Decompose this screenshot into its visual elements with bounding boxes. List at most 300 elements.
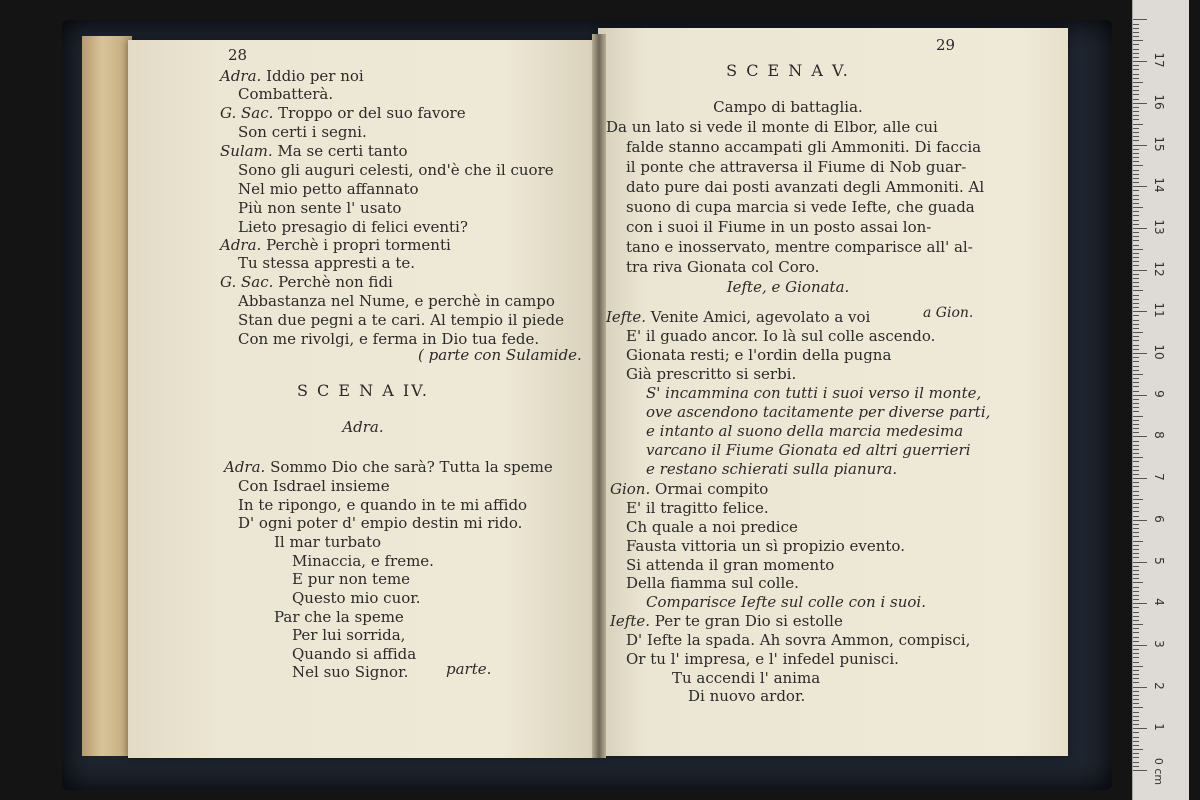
text-line bbox=[238, 254, 415, 272]
ruler-mark: 6 bbox=[1152, 514, 1166, 523]
ruler-tick bbox=[1133, 286, 1139, 287]
ruler-tick bbox=[1133, 453, 1139, 454]
ruler-tick bbox=[1133, 766, 1139, 767]
ruler-tick bbox=[1133, 82, 1143, 83]
ruler-tick bbox=[1133, 574, 1139, 575]
ruler-tick bbox=[1133, 649, 1139, 650]
text-line bbox=[292, 570, 410, 588]
text-line bbox=[238, 477, 390, 495]
line-text: Ma se certi tanto bbox=[272, 142, 408, 160]
ruler-tick bbox=[1133, 111, 1139, 112]
measuring-ruler bbox=[1132, 0, 1189, 800]
scene-title: S C E N A V. bbox=[726, 61, 850, 80]
line-text: Sommo Dio che sarà? Tutta la speme bbox=[265, 458, 553, 476]
ruler-tick bbox=[1133, 566, 1139, 567]
ruler-tick bbox=[1133, 86, 1139, 87]
ruler-tick bbox=[1133, 178, 1139, 179]
text-line bbox=[606, 118, 938, 136]
text-line bbox=[238, 123, 367, 141]
ruler-tick bbox=[1133, 265, 1139, 266]
ruler-tick bbox=[1133, 582, 1143, 583]
speaker-name: Adra. bbox=[220, 67, 262, 85]
ruler-tick bbox=[1133, 578, 1139, 579]
line-text: Comparisce Iefte sul colle con i suoi. bbox=[646, 593, 926, 611]
ruler-mark: 7 bbox=[1152, 473, 1166, 481]
ruler-tick bbox=[1133, 145, 1147, 146]
ruler-tick bbox=[1133, 69, 1139, 70]
ruler-tick bbox=[1133, 428, 1139, 429]
scene-character: Adra. bbox=[342, 418, 384, 436]
ruler-tick bbox=[1133, 99, 1139, 100]
ruler-tick bbox=[1133, 707, 1143, 708]
line-text: Per lui sorrida, bbox=[292, 626, 406, 644]
line-text: Combatterà. bbox=[238, 85, 334, 103]
ruler-mark: 3 bbox=[1152, 640, 1166, 648]
ruler-tick bbox=[1133, 616, 1139, 617]
ruler-tick bbox=[1133, 65, 1139, 66]
ruler-tick bbox=[1133, 349, 1139, 350]
ruler-tick bbox=[1133, 257, 1139, 258]
line-text: Già prescritto si serbi. bbox=[626, 365, 797, 383]
text-line bbox=[220, 142, 408, 160]
stage-direction: ( parte con Sulamide. bbox=[418, 346, 582, 364]
ruler-tick bbox=[1133, 228, 1147, 229]
ruler-mark: 12 bbox=[1152, 260, 1166, 277]
ruler-tick bbox=[1133, 199, 1139, 200]
ruler-tick bbox=[1133, 386, 1139, 387]
ruler-tick bbox=[1133, 420, 1139, 421]
line-text: Par che la speme bbox=[274, 608, 404, 626]
ruler-tick bbox=[1133, 737, 1139, 738]
ruler-tick bbox=[1133, 174, 1139, 175]
ruler-tick bbox=[1133, 340, 1139, 341]
ruler-tick bbox=[1133, 520, 1147, 521]
ruler-tick bbox=[1133, 240, 1139, 241]
ruler-mark: 14 bbox=[1152, 177, 1166, 193]
ruler-tick bbox=[1133, 186, 1147, 187]
text-line bbox=[626, 178, 984, 196]
ruler-tick bbox=[1133, 295, 1139, 296]
ruler-tick bbox=[1133, 478, 1147, 479]
ruler-tick bbox=[1133, 270, 1147, 271]
ruler-tick bbox=[1133, 232, 1139, 233]
ruler-tick bbox=[1133, 703, 1139, 704]
ruler-tick bbox=[1133, 136, 1139, 137]
ruler-tick bbox=[1133, 587, 1139, 588]
ruler-tick bbox=[1133, 182, 1139, 183]
speaker-name: Iefte. bbox=[610, 612, 651, 630]
ruler-tick bbox=[1133, 44, 1139, 45]
line-text: Con me rivolgi, e ferma in Dio tua fede. bbox=[238, 330, 540, 348]
ruler-tick bbox=[1133, 541, 1143, 542]
line-text: Lieto presagio di felici eventi? bbox=[238, 218, 468, 236]
ruler-tick bbox=[1133, 161, 1139, 162]
ruler-tick bbox=[1133, 695, 1139, 696]
ruler-tick bbox=[1133, 599, 1139, 600]
ruler-tick bbox=[1133, 474, 1139, 475]
text-line bbox=[238, 218, 468, 236]
ruler-tick bbox=[1133, 499, 1143, 500]
ruler-mark: 9 bbox=[1152, 389, 1166, 398]
ruler-tick bbox=[1133, 511, 1139, 512]
line-text: e intanto al suono della marcia medesima bbox=[646, 422, 964, 440]
ruler-tick bbox=[1133, 399, 1139, 400]
ruler-tick bbox=[1133, 678, 1139, 679]
ruler-tick bbox=[1133, 570, 1139, 571]
ruler-tick bbox=[1133, 249, 1143, 250]
ruler-tick bbox=[1133, 591, 1139, 592]
ruler-tick bbox=[1133, 662, 1139, 663]
ruler-tick bbox=[1133, 503, 1139, 504]
line-text: Tu stessa appresti a te. bbox=[238, 254, 416, 272]
ruler-tick bbox=[1133, 207, 1143, 208]
speaker-name: G. Sac. bbox=[220, 273, 274, 291]
ruler-tick bbox=[1133, 441, 1139, 442]
scene-characters: Iefte, e Gionata. bbox=[726, 278, 850, 296]
ruler-tick bbox=[1133, 641, 1139, 642]
line-text: Per te gran Dio si estolle bbox=[650, 612, 843, 630]
line-text: varcano il Fiume Gionata ed altri guerrieri bbox=[646, 441, 971, 459]
ruler-tick bbox=[1133, 466, 1139, 467]
text-line bbox=[626, 258, 819, 276]
ruler-tick bbox=[1133, 528, 1139, 529]
line-text: Tu accendi l' anima bbox=[672, 669, 821, 687]
text-line bbox=[292, 552, 434, 570]
text-line bbox=[626, 198, 975, 216]
line-text: Perchè non fidi bbox=[273, 273, 393, 291]
text-line bbox=[606, 308, 870, 326]
ruler-tick bbox=[1133, 457, 1143, 458]
ruler-tick bbox=[1133, 357, 1139, 358]
ruler-tick bbox=[1133, 253, 1139, 254]
ruler-tick bbox=[1133, 324, 1139, 325]
line-text: ove ascendono tacitamente per diverse parti, bbox=[646, 403, 991, 421]
ruler-mark: 17 bbox=[1152, 52, 1166, 68]
ruler-mark: 1 bbox=[1152, 723, 1166, 732]
ruler-tick bbox=[1133, 674, 1139, 675]
ruler-tick bbox=[1133, 486, 1139, 487]
ruler-tick bbox=[1133, 449, 1139, 450]
text-line bbox=[626, 158, 966, 176]
ruler-tick bbox=[1133, 628, 1139, 629]
aside-direction: a Gion. bbox=[923, 305, 974, 321]
ruler-tick bbox=[1133, 224, 1139, 225]
ruler-tick bbox=[1133, 757, 1139, 758]
text-line bbox=[626, 218, 931, 236]
ruler-tick bbox=[1133, 407, 1139, 408]
line-text: Di nuovo ardor. bbox=[688, 687, 806, 705]
ruler-tick bbox=[1133, 157, 1139, 158]
ruler-tick bbox=[1133, 416, 1143, 417]
ruler-tick bbox=[1133, 328, 1139, 329]
line-text: Questo mio cuor. bbox=[292, 589, 421, 607]
line-text: Iddio per noi bbox=[261, 67, 364, 85]
text-line bbox=[238, 311, 564, 329]
ruler-tick bbox=[1133, 57, 1139, 58]
ruler-tick bbox=[1133, 620, 1139, 621]
ruler-tick bbox=[1133, 612, 1139, 613]
ruler-tick bbox=[1133, 165, 1143, 166]
page-edges bbox=[82, 36, 132, 756]
text-line bbox=[626, 238, 973, 256]
ruler-tick bbox=[1133, 374, 1143, 375]
ruler-tick bbox=[1133, 741, 1139, 742]
text-line bbox=[220, 273, 393, 291]
text-line bbox=[238, 180, 419, 198]
ruler-tick bbox=[1133, 32, 1139, 33]
ruler-tick bbox=[1133, 391, 1139, 392]
ruler-tick bbox=[1133, 132, 1139, 133]
text-line bbox=[646, 422, 963, 440]
ruler-tick bbox=[1133, 549, 1139, 550]
ruler-tick bbox=[1133, 119, 1139, 120]
ruler-tick bbox=[1133, 28, 1139, 29]
line-text: Or tu l' impresa, e l' infedel punisci. bbox=[626, 650, 899, 668]
line-text: tra riva Gionata col Coro. bbox=[626, 258, 820, 276]
ruler-tick bbox=[1133, 720, 1139, 721]
ruler-tick bbox=[1133, 687, 1147, 688]
text-line bbox=[646, 460, 897, 478]
line-text: Nel mio petto affannato bbox=[238, 180, 419, 198]
ruler-tick bbox=[1133, 553, 1139, 554]
ruler-tick bbox=[1133, 653, 1139, 654]
ruler-tick bbox=[1133, 261, 1139, 262]
ruler-tick bbox=[1133, 637, 1139, 638]
text-line bbox=[626, 499, 769, 517]
ruler-tick bbox=[1133, 762, 1139, 763]
text-line bbox=[626, 138, 981, 156]
line-text: Troppo or del suo favore bbox=[273, 104, 466, 122]
line-text: Abbastanza nel Nume, e perchè in campo bbox=[238, 292, 555, 310]
line-text: e restano schierati sulla pianura. bbox=[646, 460, 898, 478]
ruler-tick bbox=[1133, 770, 1147, 771]
ruler-mark: 8 bbox=[1152, 431, 1166, 440]
ruler-tick bbox=[1133, 103, 1147, 104]
ruler-tick bbox=[1133, 190, 1139, 191]
text-line bbox=[220, 67, 364, 85]
text-line bbox=[292, 663, 408, 681]
text-line bbox=[238, 514, 522, 532]
ruler-tick bbox=[1133, 366, 1139, 367]
ruler-tick bbox=[1133, 724, 1139, 725]
speaker-name: Adra. bbox=[220, 236, 262, 254]
ruler-mark: 10 bbox=[1152, 344, 1166, 360]
ruler-tick bbox=[1133, 728, 1147, 729]
ruler-tick bbox=[1133, 395, 1147, 396]
ruler-tick bbox=[1133, 245, 1139, 246]
ruler-tick bbox=[1133, 90, 1139, 91]
ruler-tick bbox=[1133, 311, 1147, 312]
ruler-mark: 16 bbox=[1152, 94, 1166, 110]
ruler-tick bbox=[1133, 749, 1143, 750]
line-text: Nel suo Signor. bbox=[292, 663, 409, 681]
ruler-tick bbox=[1133, 666, 1143, 667]
ruler-mark: 2 bbox=[1152, 681, 1166, 690]
ruler-tick bbox=[1133, 320, 1139, 321]
ruler-tick bbox=[1133, 403, 1139, 404]
ruler-tick bbox=[1133, 507, 1139, 508]
text-line bbox=[626, 327, 935, 345]
ruler-tick bbox=[1133, 115, 1139, 116]
ruler-tick bbox=[1133, 315, 1139, 316]
ruler-tick bbox=[1133, 382, 1139, 383]
ruler-tick bbox=[1133, 170, 1139, 171]
ruler-tick bbox=[1133, 557, 1139, 558]
ruler-tick bbox=[1133, 536, 1139, 537]
ruler-tick bbox=[1133, 195, 1139, 196]
right-page bbox=[598, 28, 1068, 756]
ruler-tick bbox=[1133, 36, 1139, 37]
ruler-tick bbox=[1133, 370, 1139, 371]
line-text: Ormai compito bbox=[650, 480, 769, 498]
ruler-tick bbox=[1133, 595, 1139, 596]
ruler-tick bbox=[1133, 361, 1139, 362]
ruler-tick bbox=[1133, 495, 1139, 496]
ruler-tick bbox=[1133, 424, 1139, 425]
ruler-tick bbox=[1133, 211, 1139, 212]
ruler-tick bbox=[1133, 432, 1139, 433]
text-line bbox=[626, 556, 834, 574]
ruler-tick bbox=[1133, 299, 1139, 300]
ruler-tick bbox=[1133, 345, 1139, 346]
ruler-tick bbox=[1133, 149, 1139, 150]
ruler-mark: 11 bbox=[1152, 302, 1166, 318]
ruler-tick bbox=[1133, 716, 1139, 717]
ruler-tick bbox=[1133, 732, 1139, 733]
text-line bbox=[672, 669, 820, 687]
text-line bbox=[238, 292, 555, 310]
book-gutter bbox=[592, 34, 606, 758]
line-text: dato pure dai posti avanzati degli Ammoniti. Al bbox=[626, 178, 985, 196]
text-line bbox=[610, 612, 843, 630]
ruler-tick bbox=[1133, 290, 1143, 291]
text-line bbox=[238, 199, 401, 217]
text-line bbox=[646, 441, 971, 459]
ruler-tick bbox=[1133, 378, 1139, 379]
text-line bbox=[292, 645, 416, 663]
text-line bbox=[224, 458, 553, 476]
line-text: Stan due pegni a te cari. Al tempio il piede bbox=[238, 311, 564, 329]
text-line bbox=[274, 533, 381, 551]
line-text: D' ogni poter d' empio destin mi rido. bbox=[238, 514, 523, 532]
ruler-tick bbox=[1133, 461, 1139, 462]
ruler-tick bbox=[1133, 445, 1139, 446]
page-number: 28 bbox=[228, 46, 248, 64]
ruler-tick bbox=[1133, 753, 1139, 754]
line-text: Ch quale a noi predice bbox=[626, 518, 798, 536]
line-text: tano e inosservato, mentre comparisce all' al- bbox=[626, 238, 973, 256]
text-line bbox=[688, 687, 805, 705]
speaker-name: Gion. bbox=[610, 480, 651, 498]
text-line bbox=[646, 593, 926, 611]
exit-direction: parte. bbox=[446, 660, 492, 678]
text-line bbox=[238, 496, 527, 514]
ruler-tick bbox=[1133, 278, 1139, 279]
ruler-tick bbox=[1133, 524, 1139, 525]
text-line bbox=[626, 518, 798, 536]
ruler-tick bbox=[1133, 307, 1139, 308]
ruler-tick bbox=[1133, 562, 1147, 563]
ruler-tick bbox=[1133, 140, 1139, 141]
ruler-tick bbox=[1133, 236, 1139, 237]
line-text: Della fiamma sul colle. bbox=[626, 574, 799, 592]
line-text: E' il guado ancor. Io là sul colle ascendo. bbox=[626, 327, 936, 345]
ruler-tick bbox=[1133, 645, 1147, 646]
line-text: Sono gli auguri celesti, ond'è che il cuore bbox=[238, 161, 554, 179]
line-text: Gionata resti; e l'ordin della pugna bbox=[626, 346, 892, 364]
ruler-tick bbox=[1133, 332, 1143, 333]
ruler-tick bbox=[1133, 545, 1139, 546]
ruler-tick bbox=[1133, 516, 1139, 517]
text-line bbox=[626, 650, 899, 668]
text-line bbox=[626, 631, 970, 649]
speaker-name: Sulam. bbox=[220, 142, 273, 160]
ruler-tick bbox=[1133, 53, 1139, 54]
text-line bbox=[292, 626, 405, 644]
line-text: Più non sente l' usato bbox=[238, 199, 402, 217]
ruler-mark: 15 bbox=[1152, 135, 1166, 152]
ruler-tick bbox=[1133, 124, 1143, 125]
ruler-tick bbox=[1133, 19, 1147, 20]
ruler-tick bbox=[1133, 353, 1147, 354]
ruler-tick bbox=[1133, 670, 1139, 671]
text-line bbox=[646, 403, 990, 421]
line-text: S' incammina con tutti i suoi verso il monte, bbox=[646, 384, 982, 402]
text-line bbox=[292, 589, 421, 607]
line-text: E pur non teme bbox=[292, 570, 411, 588]
line-text: il ponte che attraversa il Fiume di Nob guar- bbox=[626, 158, 967, 176]
text-line bbox=[626, 365, 796, 383]
line-text: In te ripongo, e quando in te mi affido bbox=[238, 496, 528, 514]
text-line bbox=[626, 346, 891, 364]
line-text: Fausta vittoria un sì propizio evento. bbox=[626, 537, 905, 555]
ruler-mark: 4 bbox=[1152, 598, 1166, 606]
line-text: Si attenda il gran momento bbox=[626, 556, 835, 574]
text-line bbox=[626, 574, 799, 592]
line-text: Minaccia, e freme. bbox=[292, 552, 434, 570]
line-text: Perchè i propri tormenti bbox=[261, 236, 451, 254]
ruler-tick bbox=[1133, 712, 1139, 713]
ruler-tick bbox=[1133, 411, 1139, 412]
text-line bbox=[626, 537, 905, 555]
line-text: E' il tragitto felice. bbox=[626, 499, 769, 517]
line-text: Son certi i segni. bbox=[238, 123, 367, 141]
line-text: Con Isdrael insieme bbox=[238, 477, 390, 495]
ruler-tick bbox=[1133, 436, 1147, 437]
ruler-tick bbox=[1133, 470, 1139, 471]
ruler-tick bbox=[1133, 607, 1139, 608]
ruler-tick bbox=[1133, 78, 1139, 79]
scene-title: S C E N A IV. bbox=[296, 381, 430, 400]
line-text: con i suoi il Fiume in un posto assai lon- bbox=[626, 218, 932, 236]
line-text: falde stanno accampati gli Ammoniti. Di faccia bbox=[626, 138, 982, 156]
ruler-tick bbox=[1133, 215, 1139, 216]
ruler-tick bbox=[1133, 107, 1139, 108]
speaker-name: Iefte. bbox=[606, 308, 647, 326]
ruler-tick bbox=[1133, 40, 1143, 41]
ruler-tick bbox=[1133, 603, 1147, 604]
left-page bbox=[128, 40, 598, 758]
ruler-tick bbox=[1133, 94, 1139, 95]
line-text: D' Iefte la spada. Ah sovra Ammon, compisci, bbox=[626, 631, 971, 649]
ruler-tick bbox=[1133, 745, 1139, 746]
ruler-tick bbox=[1133, 282, 1139, 283]
text-line bbox=[238, 161, 554, 179]
text-line bbox=[610, 480, 768, 498]
ruler-tick bbox=[1133, 632, 1139, 633]
line-text: Il mar turbato bbox=[274, 533, 382, 551]
ruler-tick bbox=[1133, 61, 1147, 62]
